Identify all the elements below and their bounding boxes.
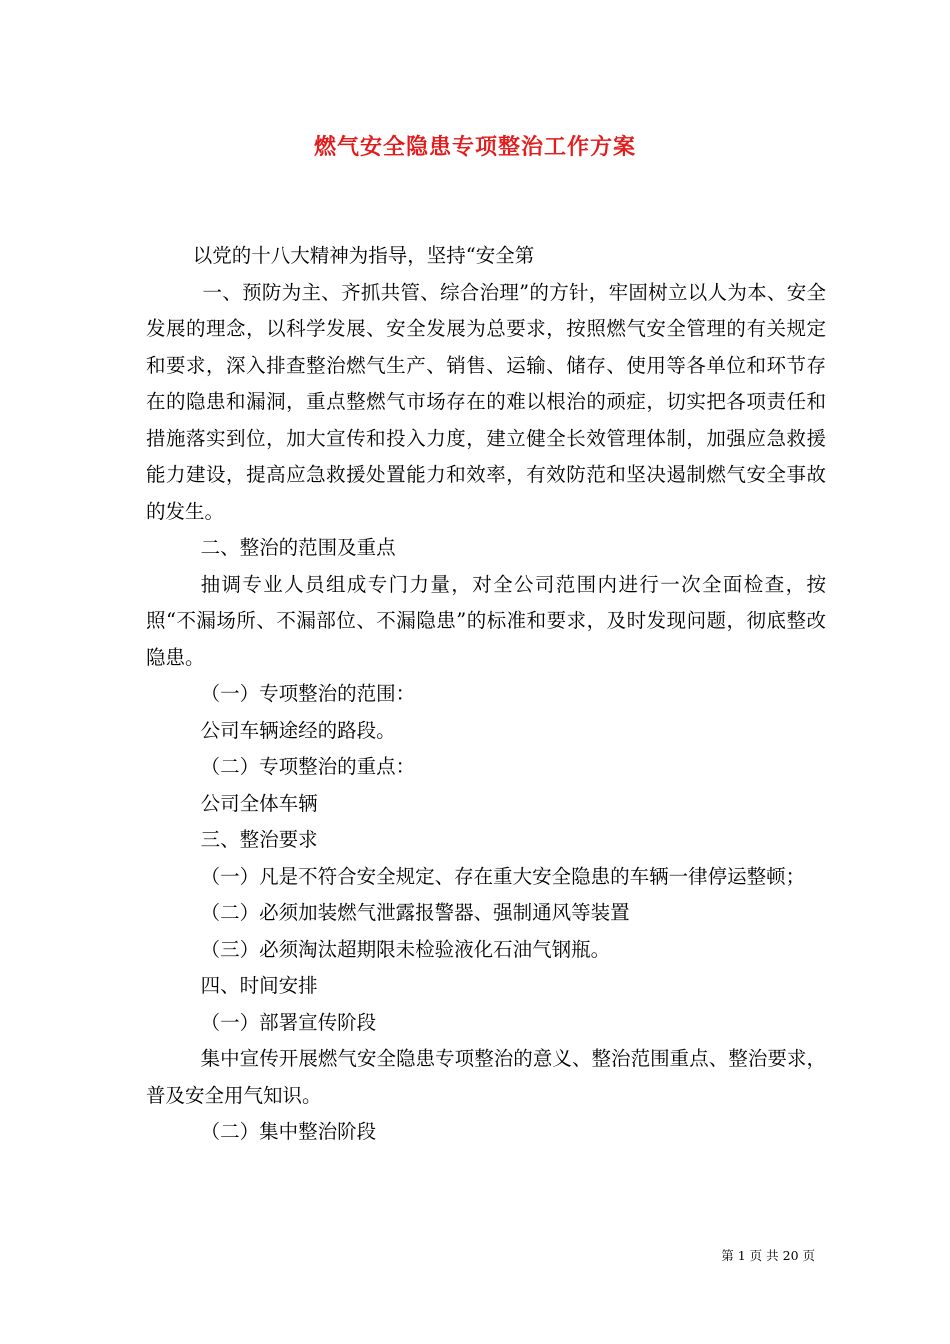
requirement-item-3: （三）必须淘汰超期限未检验液化石油气钢瓶。 <box>200 937 611 961</box>
section-heading-scope: 二、整治的范围及重点 <box>200 536 396 559</box>
subheading-rectification-phase: （二）集中整治阶段 <box>200 1120 377 1143</box>
paragraph-publicity-detail: 集中宣传开展燃气安全隐患专项整治的意义、整治范围重点、整治要求，普及安全用气知识。 <box>146 1047 826 1107</box>
subheading-scope: （一）专项整治的范围： <box>200 682 416 705</box>
paragraph-focus-detail: 公司全体车辆 <box>200 791 318 815</box>
paragraph-guiding-principle: 一、预防为主、齐抓共管、综合治理”的方针，牢固树立以人为本、安全发展的理念，以科学发展、安全发展为总要求，按照燃气安全管理的有关规定和要求，深入排查整治燃气生产、销售、运输、储存、使用等各单位和环节存在的隐患和漏洞，重点整燃气市场存在的难以根治的顽症，切实把各项责任和措施落实到位，加大宣传和投入力度，建立健全长效管理体制，加强应急救援能力建设，提高应急救援处置能力和效率，有效防范和坚决遏制燃气安全事故的发生。 <box>146 280 826 523</box>
section-heading-requirements: 三、整治要求 <box>200 828 318 851</box>
document-title: 燃气安全隐患专项整治工作方案 <box>313 134 636 160</box>
document-body <box>146 238 826 1151</box>
requirement-item-1: （一）凡是不符合安全规定、存在重大安全隐患的车辆一律停运整顿； <box>200 864 806 888</box>
paragraph-inspection: 抽调专业人员组成专门力量，对全公司范围内进行一次全面检查，按照“不漏场所、不漏部位、不漏隐患”的标准和要求，及时发现问题，彻底整改隐患。 <box>146 572 826 669</box>
subheading-publicity-phase: （一）部署宣传阶段 <box>200 1010 377 1034</box>
section-heading-schedule: 四、时间安排 <box>200 974 318 997</box>
subheading-focus: （二）专项整治的重点： <box>200 755 416 778</box>
page-number: 第 1 页 共 20 页 <box>721 1248 815 1263</box>
requirement-item-2: （二）必须加装燃气泄露报警器、强制通风等装置 <box>200 901 630 924</box>
paragraph-scope-detail: 公司车辆途经的路段。 <box>200 718 396 742</box>
paragraph-intro: 以党的十八大精神为指导，坚持“安全第 <box>192 244 535 267</box>
